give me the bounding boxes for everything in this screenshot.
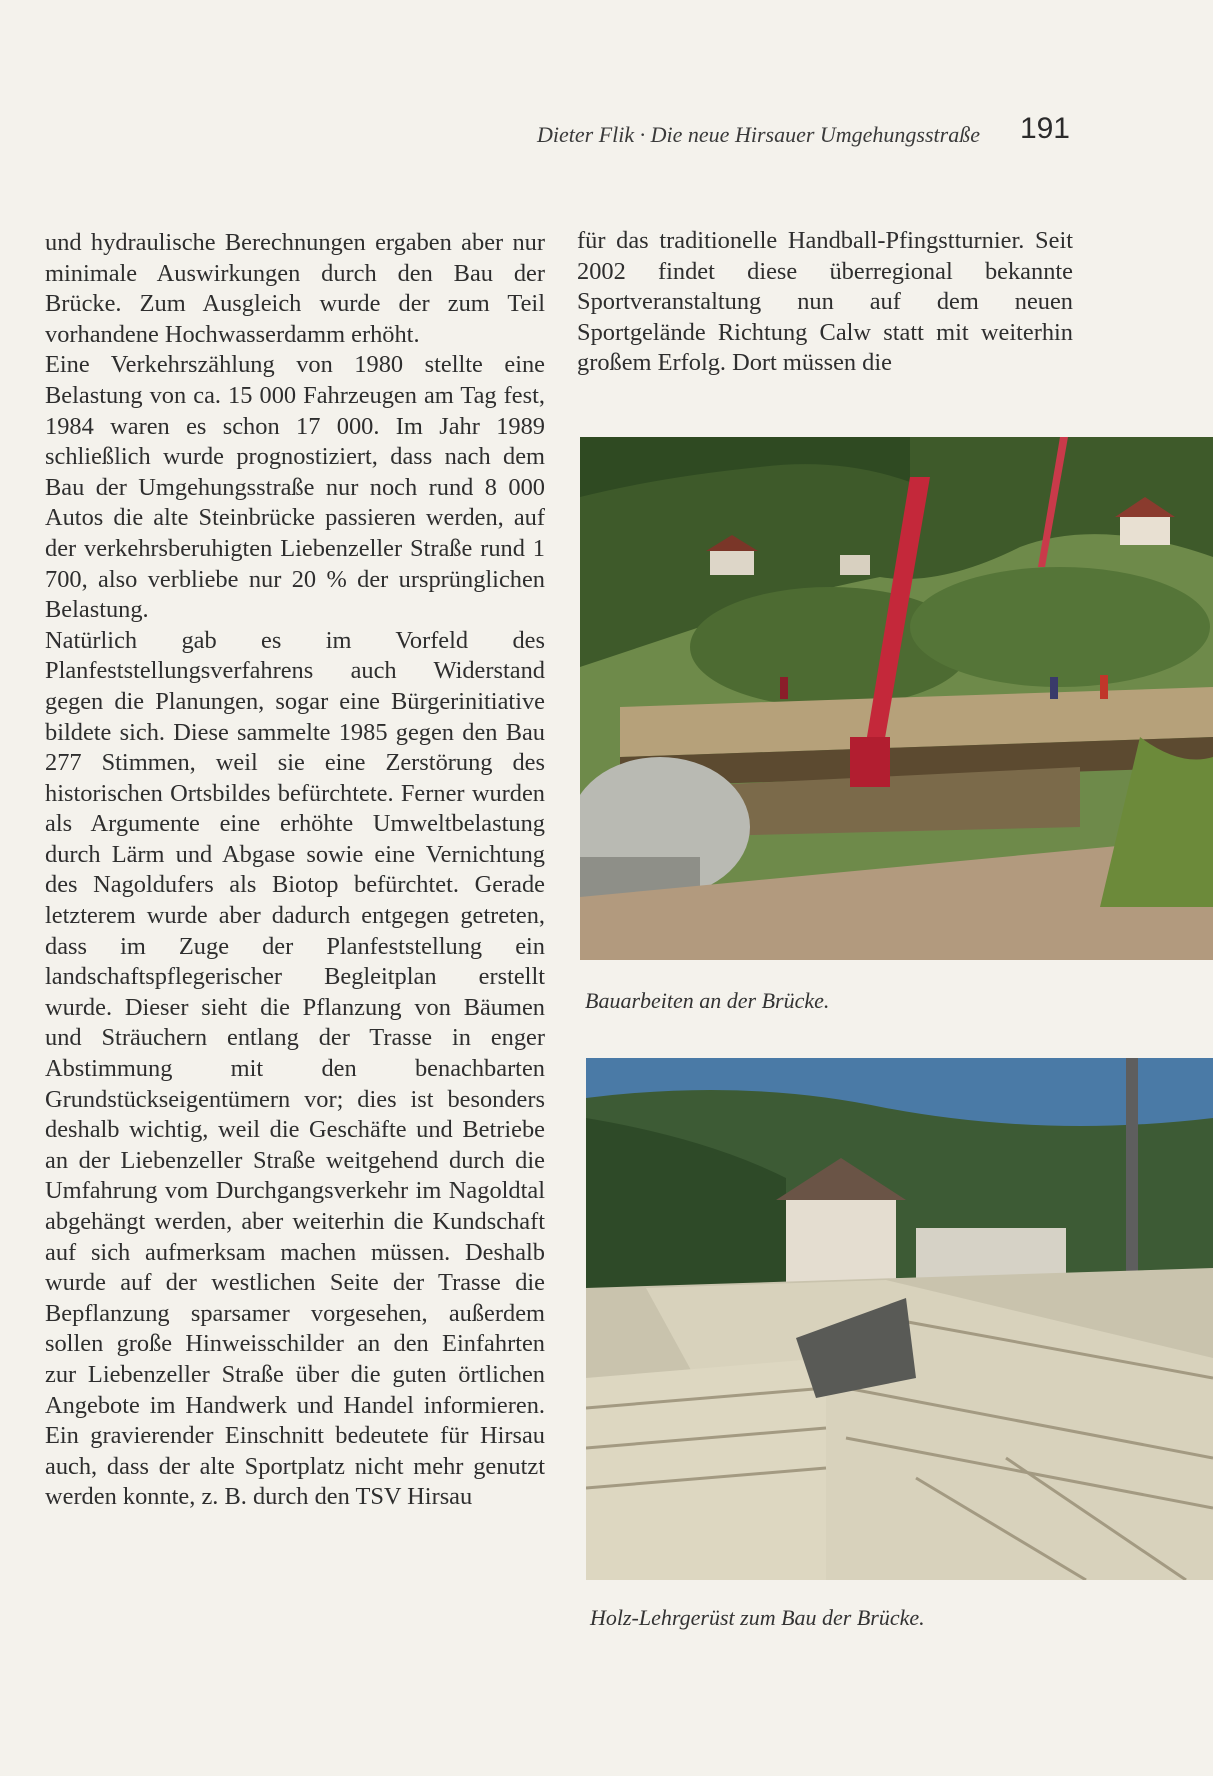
paragraph: und hydraulische Berechnungen ergaben aber nur minimale Auswirkungen durch den Bau der Brücke. Zum Ausgleich wurde der zum Teil vorhandene Hochwasserdamm erhöht.: [45, 229, 545, 348]
figure-caption: Holz-Lehrgerüst zum Bau der Brücke.: [590, 1605, 925, 1630]
left-text-column: [45, 228, 545, 1513]
paragraph: Eine Verkehrszählung von 1980 stellte eine Belastung von ca. 15 000 Fahrzeugen am Tag fest, 1984 waren es schon 17 000. Im Jahr 1989 schließlich wurde prognostiziert, dass nach dem Bau der Umgehungsstraße nur noch rund 8 000 Autos die alte Steinbrücke passieren werden, auf der verkehrsberuhigten Liebenzeller Straße rund 1 700, also verbliebe nur 20 % der ursprünglichen Belastung.: [45, 351, 545, 624]
page-header: [420, 112, 1070, 152]
page-number: 191: [1019, 112, 1070, 145]
paragraph: für das traditionelle Handball-Pfingstturnier. Seit 2002 findet diese überregional bekannte Sportveranstaltung nun auf dem neuen Sportgelände Richtung Calw statt mit weiterhin großem Erfolg. Dort müssen die: [577, 227, 1073, 377]
right-text-column: [577, 226, 1073, 379]
figure-caption: Bauarbeiten an der Brücke.: [585, 988, 830, 1013]
timber-falsework-photo: [586, 1058, 1213, 1580]
running-title: Dieter Flik · Die neue Hirsauer Umgehungsstraße: [537, 122, 980, 147]
paragraph: Natürlich gab es im Vorfeld des Planfeststellungsverfahrens auch Widerstand gegen die Planungen, sogar eine Bürgerinitiative bildete sich. Diese sammelte 1985 gegen den Bau 277 Stimmen, weil sie eine Zerstörung des historischen Ortsbildes befürchtete. Ferner wurden als Argumente eine erhöhte Umweltbelastung durch Lärm und Abgase sowie eine Vernichtung des Nagoldufers als Biotop befürchtet. Gerade letzterem wurde aber dadurch entgegen getreten, dass im Zuge der Planfeststellung ein landschaftspflegerischer Begleitplan erstellt wurde. Dieser sieht die Pflanzung von Bäumen und Sträuchern entlang der Trasse in enger Abstimmung mit den benachbarten Grundstückseigentümern vor; dies ist besonders deshalb wichtig, weil die Geschäfte und Betriebe an der Liebenzeller Straße weitgehend durch die Umfahrung vom Durchgangsverkehr im Nagoldtal abgehängt werden, aber weiterhin die Kundschaft auf sich aufmerksam machen müssen. Deshalb wurde auf der westlichen Seite der Trasse die Bepflanzung sparsamer vorgesehen, außerdem sollen große Hinweisschilder an den Einfahrten zur Liebenzeller Straße über die guten örtlichen Angebote im Handwerk und Handel informieren. Ein gravierender Einschnitt bedeutete für Hirsau auch, dass der alte Sportplatz nicht mehr genutzt werden konnte, z. B. durch den TSV Hirsau: [45, 626, 545, 1511]
bridge-construction-photo: [580, 437, 1213, 960]
